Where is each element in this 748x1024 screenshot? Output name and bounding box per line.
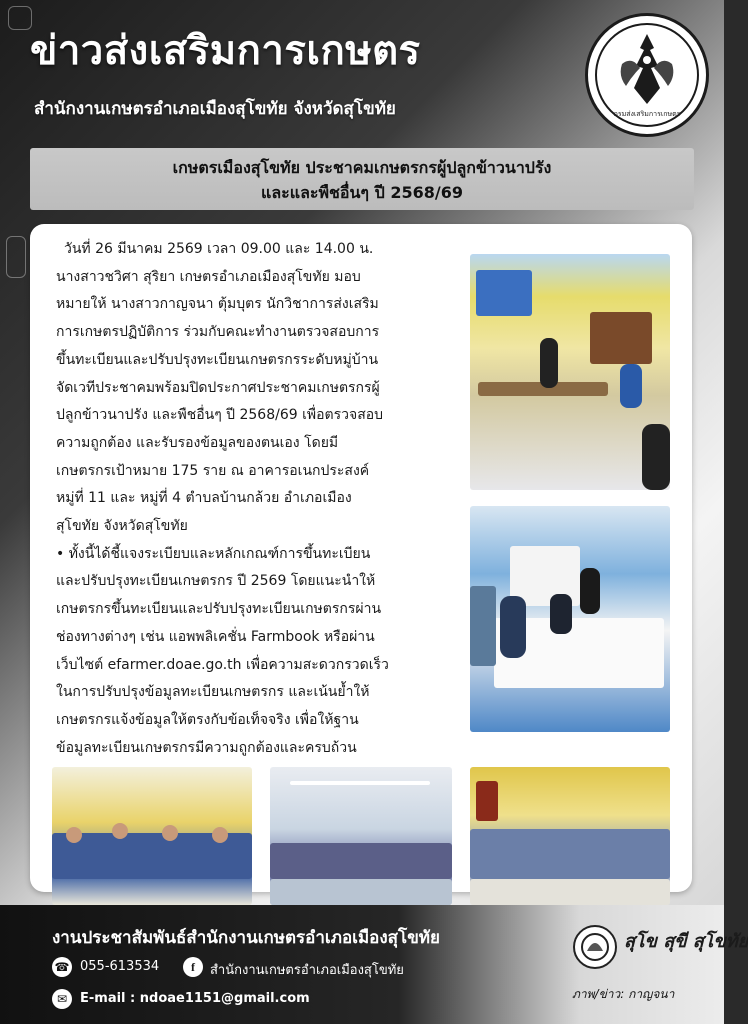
article-line: ข้อมูลทะเบียนเกษตรกรมีความถูกต้องและครบถ้วน — [56, 739, 357, 756]
logo-caption: กรมส่งเสริมการเกษตร — [613, 110, 681, 118]
headline-line-1: เกษตรเมืองสุโขทัย ประชาคมเกษตรกรผู้ปลูกข้าวนาปรัง — [172, 158, 552, 177]
facebook-page: สำนักงานเกษตรอำเภอเมืองสุโขทัย — [210, 963, 404, 978]
sukhothai-logo — [573, 925, 617, 969]
article-line: หมายให้ นางสาวกาญจนา ตุ้มบุตร นักวิชาการส่งเสริม — [56, 296, 379, 313]
article-line: ความถูกต้อง และรับรองข้อมูลของตนเอง โดยมี — [56, 434, 339, 451]
article-line: นางสาวชวิศา สุริยา เกษตรอำเภอเมืองสุโขทัย มอบ — [56, 268, 361, 285]
footer-title: งานประชาสัมพันธ์สำนักงานเกษตรอำเภอเมืองสุโขทัย — [52, 928, 440, 948]
article-line: • ทั้งนี้ได้ชี้แจงระเบียบและหลักเกณฑ์การขึ้นทะเบียน — [56, 545, 371, 562]
phone-number: 055-613534 — [80, 959, 160, 974]
decor-square — [6, 236, 26, 278]
event-photo-1 — [470, 254, 670, 490]
decor-square — [8, 6, 32, 30]
event-photo-3 — [52, 767, 252, 905]
news-credit: ภาพ/ข่าว: กาญจนา — [572, 987, 675, 1001]
brand-slogan: สุโข สุขี สุโขทัย — [624, 931, 748, 952]
event-photo-5 — [470, 767, 670, 905]
article-line: ขึ้นทะเบียนและปรับปรุงทะเบียนเกษตรกรระดับหมู่บ้าน — [56, 351, 379, 368]
article-line: จัดเวทีประชาคมพร้อมปิดประกาศประชาคมเกษตรกรผู้ — [56, 379, 380, 396]
event-photo-2 — [470, 506, 670, 732]
page-title: ข่าวส่งเสริมการเกษตร — [30, 28, 421, 74]
doae-logo — [585, 13, 709, 137]
phone-icon: ☎ — [52, 957, 72, 977]
article-line: สุโขทัย จังหวัดสุโขทัย — [56, 518, 188, 535]
mail-icon: ✉ — [52, 989, 72, 1009]
article-line: เว็บไซต์ efarmer.doae.go.th เพื่อความสะดวกรวดเร็ว — [56, 656, 389, 673]
article-line: เกษตรกรขึ้นทะเบียนและปรับปรุงทะเบียนเกษตรกรผ่าน — [56, 601, 382, 618]
article-line: เกษตรกรเป้าหมาย 175 ราย ณ อาคารอเนกประสงค์ — [56, 462, 370, 479]
article-body — [56, 236, 456, 762]
event-photo-4 — [270, 767, 452, 905]
page-subtitle: สำนักงานเกษตรอำเภอเมืองสุโขทัย จังหวัดสุโขทัย — [34, 99, 396, 119]
city-emblem-icon — [575, 927, 615, 967]
article-line: ในการปรับปรุงข้อมูลทะเบียนเกษตรกร และเน้นย้ำให้ — [56, 684, 370, 701]
article-line: ปลูกข้าวนาปรัง และพืชอื่นๆ ปี 2568/69 เพื่อตรวจสอบ — [56, 407, 384, 424]
article-line: เกษตรกรแจ้งข้อมูลให้ตรงกับข้อเท็จจริง เพื่อให้ฐาน — [56, 711, 359, 728]
facebook-icon: f — [183, 957, 203, 977]
article-line: หมู่ที่ 11 และ หมู่ที่ 4 ตำบลบ้านกล้วย อำเภอเมือง — [56, 490, 352, 507]
headline-line-2: และและพืชอื่นๆ ปี 2568/69 — [261, 183, 463, 202]
headline-banner — [30, 148, 694, 210]
article-line: ช่องทางต่างๆ เช่น แอพพลิเคชั่น Farmbook หรือผ่าน — [56, 628, 375, 645]
article-line: และปรับปรุงทะเบียนเกษตรกร ปี 2569 โดยแนะนำให้ — [56, 573, 376, 590]
email-address: E-mail : ndoae1151@gmail.com — [80, 991, 310, 1006]
article-line: วันที่ 26 มีนาคม 2569 เวลา 09.00 และ 14.00 น. — [64, 241, 374, 257]
article-line: การเกษตรปฏิบัติการ ร่วมกับคณะทำงานตรวจสอบการ — [56, 324, 380, 341]
